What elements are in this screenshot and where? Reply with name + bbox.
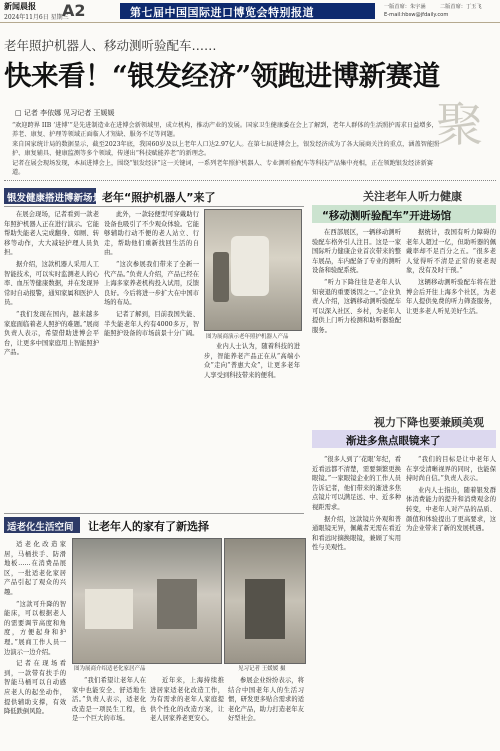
paragraph: “我们的目标是让中老年人在享受清晰视界的同时，也能保持时尚自信。”负责人表示。 xyxy=(406,456,496,483)
lead-paragraph-2: 来自国家统计局的数据显示，截至2023年底，我国60岁及以上老年人口达2.97亿人。在第七届进博会上，银发经济成为了各大展商关注的重点，涵盖智能照护、康复辅具、健康监测等多个领域，传递出“科技赋能养老”的新理念。 xyxy=(12,141,440,158)
paragraph: 这辆移动测听验配车将在进博会后开往上海多个社区，为老年人提供免费的听力筛查服务，让更多老人听见美好生活。 xyxy=(406,278,496,315)
paragraph: “我们希望让老年人在家中也能安全、舒适地生活。”负责人表示，适老化改造是一项民生工程，也是一个巨大的市场。 xyxy=(72,677,146,723)
visitor-figure xyxy=(245,579,285,639)
robot-figure xyxy=(231,236,269,296)
paragraph: 适老化改造家居，马桶扶手、防滑地板……在消费品展区，一批适老化家居产品引起了观众的兴趣。 xyxy=(4,541,66,596)
article-left-col2 xyxy=(104,210,199,339)
photo-caption-left: 图为展商演示老年照护机器人产品 xyxy=(206,334,289,340)
bed-figure xyxy=(85,589,133,629)
section-tag-left: 银发健康搭进博新场景 xyxy=(7,193,103,204)
photo-caption-bottom-left: 图为展商介绍适老化家居产品 xyxy=(74,666,146,672)
section-title-left: 老年“照护机器人”来了 xyxy=(102,191,216,204)
page-headline: 快来看！“银发经济”领跑进博新赛道 xyxy=(4,60,440,92)
paragraph: 据介绍，这款机器人采用人工智能技术，可以实时监测老人的心率、血压等健康数据，并在发现异常时自动报警，通知家属和医护人员。 xyxy=(4,260,99,307)
paragraph: 参展企业纷纷表示，将结合中国老年人的生活习惯，研发更多贴合需求的适老化产品，助力打造老年友好型社会。 xyxy=(228,677,304,723)
editor-credit-2: 二版首席：丁玉飞 xyxy=(440,4,482,10)
section-rule xyxy=(4,206,304,207)
editor-credit-1: 一版首席：朱宇涵 xyxy=(384,4,426,10)
photo-home-products xyxy=(72,538,222,664)
section-tag-bottom-right: 视力下降也要兼顾美观 xyxy=(374,416,484,429)
lead-paragraph-3: 记者在展会现场发现，本届进博会上，围绕“银发经济”这一关键词，一系列老年照护机器人、专业测听验配车等科技产品集中亮相，正在领跑银发经济新赛道。 xyxy=(12,160,433,177)
section-tag-right: 关注老年人听力健康 xyxy=(363,190,462,203)
paragraph: 业内人士指出，随着银发群体消费能力的提升和消费观念的转变，中老年人对产品的品质、颜值和体验提出了更高要求，这为企业带来了新的发展机遇。 xyxy=(406,486,496,533)
article-br-col2 xyxy=(406,455,496,534)
paragraph: “很多人到了‘花眼’年纪，看近看远都不清楚，需要频繁更换眼镜。”一家眼镜企业的工作人员告诉记者，他们带来的渐进多焦点镜片可以满足远、中、近多种视距需求。 xyxy=(312,456,401,511)
photo-credit: 见习记者 王媛媛 摄 xyxy=(238,666,286,672)
paragraph: 在展会现场，记者看到一款老年照护机器人正在进行演示。它能帮助失能老人完成翻身、如厕、转移等动作，大大减轻护理人员负担。 xyxy=(4,211,99,257)
article-bl-col1 xyxy=(4,540,66,717)
section-title-bottom-right: 渐进多焦点眼镜来了 xyxy=(346,435,441,447)
issue-date: 2024年11月6日 星期三 xyxy=(4,14,69,21)
section-rule xyxy=(4,513,304,514)
chair-figure xyxy=(157,579,197,629)
headline-kicker: 老年照护机器人、移动测听验配车…… xyxy=(4,38,217,53)
photo-care-robot xyxy=(204,209,302,331)
section-title-bottom-left: 让老年人的家有了新选择 xyxy=(88,520,209,533)
paragraph: 记者了解到，目前我国失能、半失能老年人约有4000多万，智能照护设备的市场前景十分广阔。 xyxy=(104,310,199,338)
article-bl-col3 xyxy=(150,676,224,724)
person-figure xyxy=(213,252,229,302)
paragraph: 此外，一款轻便型可穿戴助行设备也吸引了不少观众体验。它能够辅助行动不便的老人站立、行走，帮助他们重新找回生活的自由。 xyxy=(104,211,199,257)
article-bl-col4 xyxy=(228,676,304,724)
paragraph: 据介绍，这款镜片外观和普通眼镜无异，佩戴者无需在看近和看远时摘换眼镜，兼顾了实用性与美观性。 xyxy=(312,515,401,552)
article-br-col1 xyxy=(312,455,401,553)
page-number: A2 xyxy=(62,1,86,20)
section-title-right: “移动测听验配车”开进场馆 xyxy=(322,210,452,222)
article-right-col2 xyxy=(406,228,496,316)
article-left-col1 xyxy=(4,210,99,358)
photo-exhibition xyxy=(224,538,306,664)
paragraph: “我们发现在国内，越来越多家庭面临着老人照护的难题。”展商负责人表示，希望借助进博会平台，让更多中国家庭用上智能照护产品。 xyxy=(4,310,99,357)
lead-paragraph-1: “欢迎跨界 IIB ‘进博’”是先进制造业在进博会新领域里，成立机构，推动产业的发展。国家卫生健康委在会上了解到，老年人群体的生活照护需求日益增多，养老、康复、护理等领域正面临人才短缺、服务不足等问题。 xyxy=(12,122,438,139)
paragraph: “听力下降往往是老年人认知衰退的重要诱因之一。”企业负责人介绍，这辆移动测听验配车可以深入社区、乡村，为老年人提供上门听力检测和助听器验配服务。 xyxy=(312,278,401,334)
paragraph: 近年来，上海持续推进居家适老化改造工作，为有需求的老年人家庭提供个性化的改造方案，让老人居家养老更安心。 xyxy=(150,677,224,723)
paragraph: “这款可升降的智能床，可以根据老人的需要调节高度和角度，方便起身和护理。”展商工作人员一边演示一边介绍。 xyxy=(4,600,66,656)
section-tag-bottom-left: 适老化生活空间 xyxy=(7,522,74,533)
decorative-watermark-char: 聚 xyxy=(436,98,483,153)
paragraph: 在西部展区，一辆移动测听验配车格外引人注目。这是一家国际听力健康企业首次带来的整车展品，车内配备了专业的测听设备和验配系统。 xyxy=(312,229,401,275)
article-bl-col2 xyxy=(72,676,146,724)
paragraph: 业内人士认为，随着科技的进步，智能养老产品正在从“高端小众”走向“普惠大众”，让更多老年人享受到科技带来的便利。 xyxy=(204,343,300,379)
paper-logo: 新闻晨报 xyxy=(4,1,36,11)
banner-title: 第七届中国国际进口博览会特别报道 xyxy=(130,6,314,19)
paragraph: 据统计，我国有听力障碍的老年人超过一亿，但助听器的佩戴率却不足百分之五。“很多老人觉得听不清是正常的衰老现象，没有及时干预。” xyxy=(406,229,496,275)
divider xyxy=(4,180,496,181)
editor-email: E-mail:hbsw@jfdaily.com xyxy=(384,12,449,18)
article-right-col1 xyxy=(312,228,401,336)
paragraph: 记者在现场看到，一款带有扶手的智能马桶可以自动感应老人的起坐动作，提供辅助支撑，有效降低跌倒风险。 xyxy=(4,660,66,716)
paragraph: “这次参展我们带来了全新一代产品。”负责人介绍，产品已经在上海多家养老机构投入试用，反馈良好。今后将进一步扩大在中国市场的布局。 xyxy=(104,260,199,307)
byline: □ 记者 李依娜 见习记者 王媛媛 xyxy=(15,109,115,117)
article-left-col3 xyxy=(204,342,300,380)
